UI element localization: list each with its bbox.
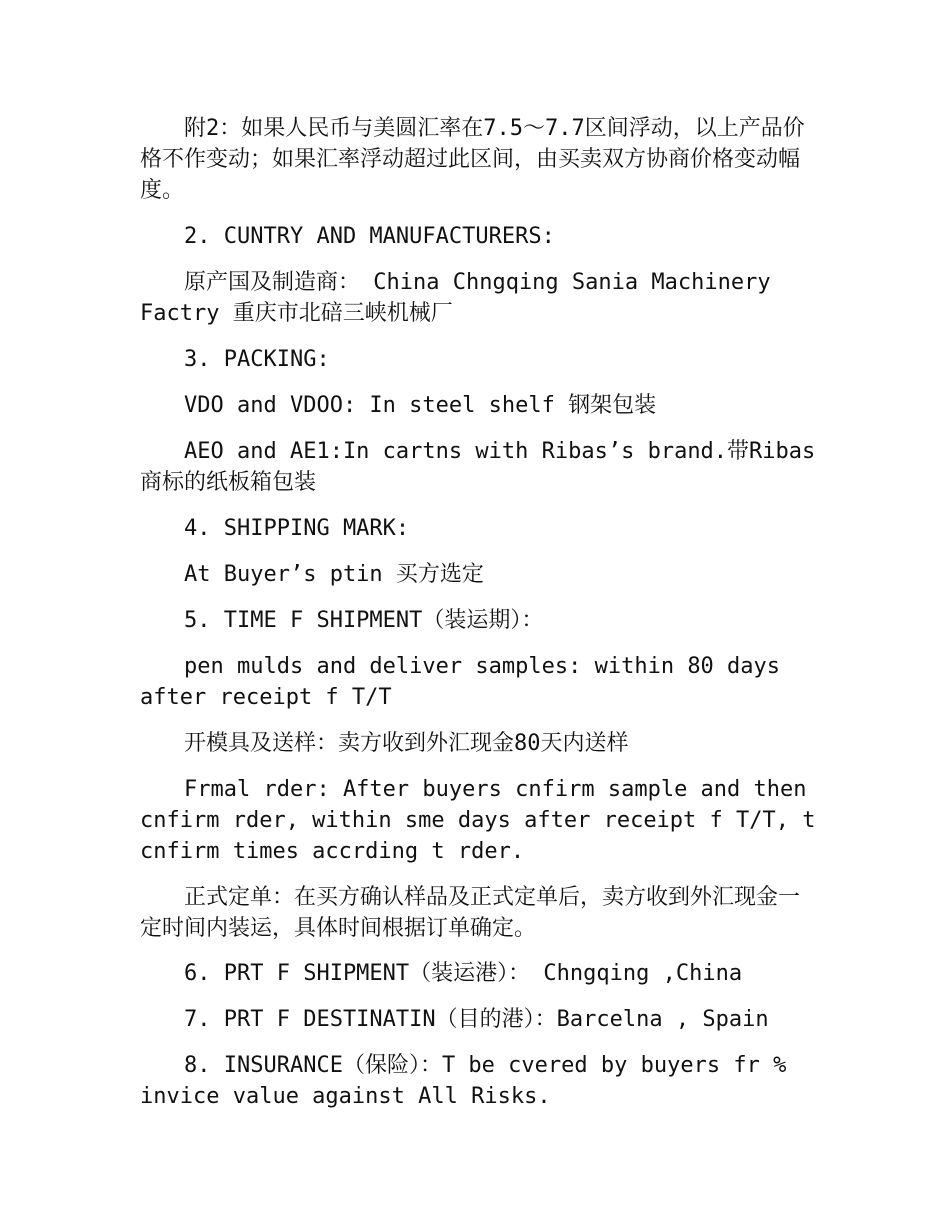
samples-time-chinese-text: 开模具及送样：卖方收到外汇现金80天内送样 [184, 731, 629, 756]
formal-order-chinese-text: 正式定单：在买方确认样品及正式定单后，卖方收到外汇现金一定时间内装运，具体时间根据订单确定。 [140, 885, 801, 941]
packing-vdo-text: VDO and VDOO: In steel shelf 钢架包装 [184, 393, 657, 418]
section-2-heading: 2. CUNTRY AND MANUFACTURERS: [184, 224, 555, 249]
section-5-heading: 5. TIME F SHIPMENT（装运期）： [184, 608, 544, 633]
exchange-rate-note: 附2：如果人民币与美圆汇率在7.5～7.7区间浮动，以上产品价格不作变动；如果汇率浮动超过此区间，由买卖双方协商价格变动幅度。 [140, 116, 805, 203]
country-manufacturer-text: 原产国及制造商： China Chngqing Sania Machinery Factry 重庆市北碚三峡机械厂 [140, 270, 771, 326]
formal-order-text: Frmal rder: After buyers cnfirm sample and then cnfirm rder, within sme days after receipt f T/T, t cnfirm times accrding t rder. [140, 777, 816, 864]
samples-time-text: pen mulds and deliver samples: within 80 days after receipt f T/T [140, 654, 781, 710]
section-3-heading: 3. PACKING: [184, 347, 330, 372]
section-8-insurance: 8. INSURANCE（保险）：T be cvered by buyers fr % invice value against All Risks. [140, 1053, 787, 1109]
packing-aeo-text: AEO and AE1:In cartns with Ribas’s brand.带Ribas商标的纸板箱包装 [140, 439, 816, 495]
shipping-mark-text: At Buyer’s ptin 买方选定 [184, 562, 484, 587]
section-6-port-of-shipment: 6. PRT F SHIPMENT（装运港）： Chngqing ,China [184, 961, 743, 986]
section-4-heading: 4. SHIPPING MARK: [184, 516, 410, 541]
section-7-port-of-destination: 7. PRT F DESTINATIN（目的港）：Barcelna , Spain [184, 1007, 769, 1032]
